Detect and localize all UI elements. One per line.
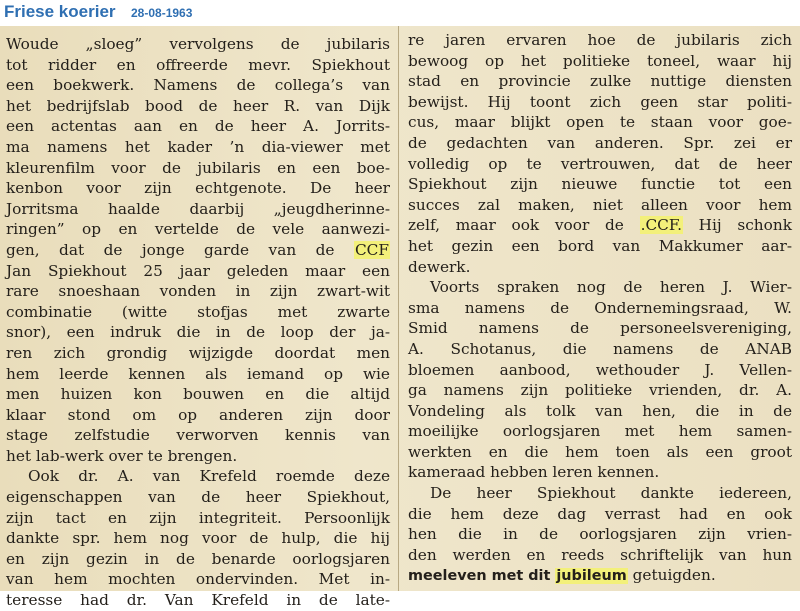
- text-line: Spiekhout zijn nieuwe functie tot een: [408, 175, 792, 194]
- text-line: klaar stond om op anderen zijn door: [6, 405, 390, 424]
- text-line: Vondeling als tolk van hen, die in de: [408, 401, 792, 420]
- text-line: cus, maar blijkt open te staan voor goe-: [408, 113, 792, 132]
- text-line: dewerk.: [408, 257, 471, 276]
- text-segment: getuigden.: [627, 566, 716, 585]
- text-line: Woude „sloeg” vervolgens de jubilaris: [6, 35, 390, 53]
- text-line: die hem deze dag verrast had en ook: [408, 504, 792, 523]
- text-segment: zelf, maar ook voor de: [408, 216, 640, 235]
- text-segment: meeleven met dit: [408, 568, 556, 585]
- text-line: combinatie (witte stofjas met zwarte: [6, 302, 390, 321]
- paragraph-start-line: De heer Spiekhout dankte iedereen,: [430, 484, 792, 503]
- text-line: van hem mochten ondervinden. Met in-: [6, 570, 390, 589]
- text-segment: Hij schonk: [682, 216, 792, 235]
- text-line: re jaren ervaren hoe de jubilaris zich: [408, 31, 792, 49]
- text-line: snor), een indruk die in de loop der ja-: [6, 323, 390, 342]
- text-line: hen die in de oorlogsjaren zijn vrien-: [408, 525, 792, 544]
- text-line: bewijst. Hij toont zich geen star politi-: [408, 92, 792, 111]
- text-line: het lab-werk over te brengen.: [6, 446, 238, 465]
- text-line: den werden en reeds schriftelijk van hun: [408, 545, 792, 564]
- text-line: stad en provincie zulke nuttige diensten: [408, 72, 792, 91]
- text-line: volledig op te vertrouwen, dat de heer: [408, 154, 792, 173]
- newspaper-clipping: [0, 26, 800, 610]
- text-line: succes zal maken, niet alleen voor hem: [408, 195, 792, 214]
- highlight-ccf: .CCF.: [640, 216, 682, 235]
- text-line: Jan Spiekhout 25 jaar geleden maar een: [6, 261, 390, 280]
- text-line: Jorritsma haalde daarbij „jeugdherinne-: [6, 199, 390, 218]
- text-line: A. Schotanus, die namens de ANAB: [408, 339, 792, 358]
- text-line: ren zich grondig wijzigde doordat men: [6, 343, 390, 362]
- text-line: werkten en die hem toen als een groot: [408, 442, 792, 461]
- publication-date: 28-08-1963: [131, 6, 193, 20]
- article-left-column: [6, 34, 390, 611]
- text-line-ccf: [6, 240, 390, 261]
- text-line: hem leerde kennen als iemand op wie: [6, 364, 390, 383]
- text-line: zijn tact en zijn integriteit. Persoonlijk: [6, 508, 390, 527]
- text-line: moeilijke oorlogsjaren met hem samen-: [408, 422, 792, 441]
- paragraph-start-line: Voorts spraken nog de heren J. Wier-: [430, 278, 792, 297]
- clipping-header: [0, 0, 800, 26]
- text-line: eigenschappen van de heer Spiekhout,: [6, 488, 390, 507]
- text-line: het bedrijfslab bood de heer R. van Dijk: [6, 96, 390, 115]
- highlight-ccf: CCF: [354, 240, 389, 259]
- text-line: de gedachten van anderen. Spr. zei er: [408, 133, 792, 152]
- text-line: bewoog op het politieke toneel, waar hij: [408, 51, 792, 70]
- text-line: tot ridder en offreerde mevr. Spiekhout: [6, 55, 390, 74]
- newspaper-name: Friese koerier: [4, 2, 116, 21]
- paragraph-start-line: Ook dr. A. van Krefeld roemde deze: [28, 467, 390, 486]
- text-line: men huizen kon bouwen en die altijd: [6, 385, 390, 404]
- text-line: kleurenfilm voor de jubilaris en een boe-: [6, 158, 390, 177]
- text-line: kameraad hebben leren kennen.: [408, 463, 660, 482]
- text-line: kenbon voor zijn echtgenote. De heer: [6, 179, 390, 198]
- article-right-column: [408, 30, 792, 587]
- column-divider: [398, 26, 399, 591]
- text-line: dankte spr. hem nog voor de hulp, die hij: [6, 529, 390, 548]
- text-line: Smid namens de personeelsvereniging,: [408, 319, 792, 338]
- text-line: rare snoeshaan vonden in zijn zwart-wit: [6, 282, 390, 301]
- text-line-ccf: [408, 215, 792, 236]
- text-line: en zijn gezin in de benarde oorlogsjaren: [6, 549, 390, 568]
- text-line: bloemen aanbood, wethouder J. Vellen-: [408, 360, 792, 379]
- text-line: ma namens het kader ’n dia-viewer met: [6, 137, 390, 156]
- text-line-jubileum: [408, 565, 792, 587]
- text-line: ringen” op en vertelde de vele aanwezi-: [6, 220, 390, 239]
- text-line: teresse had dr. Van Krefeld in de late-: [6, 591, 390, 610]
- text-segment: gen, dat de jonge garde van de: [6, 240, 354, 259]
- highlight-jubileum: jubileum: [556, 568, 627, 585]
- text-line: ga namens zijn politieke vrienden, dr. A.: [408, 381, 792, 400]
- text-line: een boekwerk. Namens de collega’s van: [6, 76, 390, 95]
- text-line: een actentas aan en de heer A. Jorrits-: [6, 117, 390, 136]
- text-line: sma namens de Ondernemingsraad, W.: [408, 298, 792, 317]
- text-line: stage zelfstudie verworven kennis van: [6, 426, 390, 445]
- text-line: het gezin een bord van Makkumer aar-: [408, 236, 792, 255]
